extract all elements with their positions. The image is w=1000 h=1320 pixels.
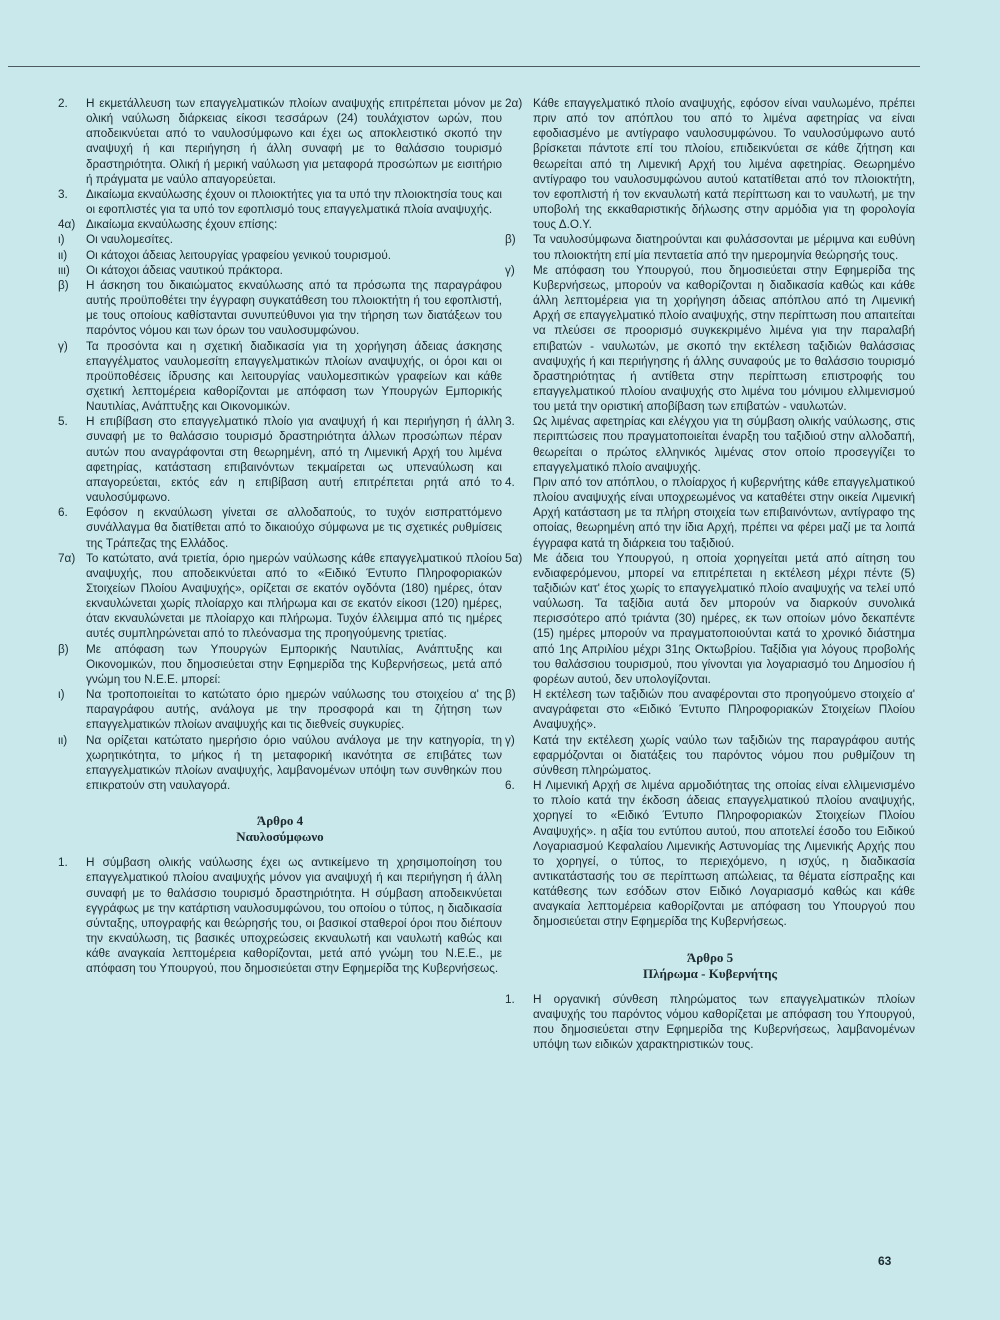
paragraph-text: Πριν από τον απόπλου, ο πλοίαρχος ή κυβερνήτης κάθε επαγγελματικού πλοίου αναψυχής είναι υποχρεωμένος να καταθέτει στην οικεία Λιμενική Αρχή κατάσταση με τα πλήρη στοιχεία των επιβαινόντων, αντίγραφο της οποίας, θεωρημένη από την ίδια Αρχή, πρέπει να φέρει μαζί με τα λοιπά έγγραφα κατά τη διάρκεια του ταξιδιού.	[533, 475, 915, 550]
paragraph-item	[58, 96, 502, 187]
paragraph-text: Με απόφαση των Υπουργών Εμπορικής Ναυτιλίας, Ανάπτυξης και Οικονομικών, που δημοσιεύεται στην Εφημερίδα της Κυβερνήσεως, μετά από γνώμη του Ν.Ε.Ε. μπορεί:	[86, 642, 502, 686]
paragraph-text: Τα ναυλοσύμφωνα διατηρούνται και φυλάσσονται με μέριμνα και ευθύνη του πλοιοκτήτη επί μία πενταετία από την ημερομηνία θεώρησής τους.	[533, 233, 915, 262]
paragraph-text: Η εκτέλεση των ταξιδιών που αναφέρονται στο προηγούμενο στοιχείο α' αναγράφεται στο «Ειδικό Έντυπο Πληροφοριακών Στοιχείων Πλοίου Αναψυχής».	[533, 688, 915, 732]
paragraph-item	[58, 248, 502, 263]
paragraph-text: Η εκμετάλλευση των επαγγελματικών πλοίων αναψυχής επιτρέπεται μόνον με ολική ναύλωση διάρκειας είκοσι τεσσάρων (24) τουλάχιστον ωρών, που αποδεικνύεται από το ναυλοσύμφωνο και έχει ως αποκλειστικό σκοπό την αναψυχή ή και περιήγηση ή άλλη συναφή με το θαλάσσιο τουρισμό δραστηριότητα. Ολική ή μερική ναύλωση για μεταφορά προσώπων με εισιτήριο ή πράγματα με ναύλο απαγορεύεται.	[86, 97, 502, 186]
paragraph-item	[58, 187, 502, 217]
paragraph-text: Το κατώτατο, ανά τριετία, όριο ημερών ναύλωσης κάθε επαγγελματικού πλοίου αναψυχής, που αποδεικνύεται από το «Ειδικό Έντυπο Πληροφοριακών Στοιχείων Πλοίου Αναψυχής», ορίζεται σε εκατόν ογδόντα (180) ημέρες, όταν εκναυλώνεται χωρίς πλοίαρχο και πλήρωμα και σε εκατόν είκοσι (120) ημέρες, όταν εκναυλώνεται με πλοίαρχο και πλήρωμα. Τυχόν έλλειμμα από τις ημέρες αυτές συμπληρώνεται από το πλεόνασμα της προηγούμενης τριετίας.	[86, 551, 502, 641]
paragraph-number: γ)	[505, 733, 515, 747]
paragraph-text: Με άδεια του Υπουργού, η οποία χορηγείται μετά από αίτηση του ενδιαφερόμενου, μπορεί να επιτρέπεται η εκτέλεση μέχρι πέντε (5) ταξιδιών κατ' έτος χωρίς το επαγγελματικό πλοίο αναψυχής να τελεί υπό ναύλωση. Τα ταξίδια αυτά δεν μπορούν να διαρκούν συνολικά περισσότερο από τριάντα (30) ημέρες, εκ των οποίων μόνο δεκαπέντε (15) ημέρες μπορούν να πραγματοποιούνται κατά το χρονικό διάστημα από 1ης Απριλίου μέχρι 31ης Οκτωβρίου. Ταξίδια για λόγους προβολής του θαλάσσιου τουρισμού, που γίνονται για λογαριασμό του Δημοσίου ή φορέων αυτού, δεν υπολογίζονται.	[533, 551, 915, 686]
paragraph-number: 6.	[58, 506, 68, 520]
article5-subtitle: Πλήρωμα - Κυβερνήτης	[642, 965, 778, 981]
article5-title: Άρθρο 5	[686, 949, 734, 965]
paragraph-text: Οι κάτοχοι άδειας λειτουργίας γραφείου γενικού τουρισμού.	[86, 248, 392, 262]
paragraph-item	[58, 339, 502, 415]
paragraph-number: 5α)	[505, 551, 523, 565]
paragraph-number: ιι)	[58, 248, 68, 262]
right-column	[505, 96, 915, 1052]
paragraph-text: Η άσκηση του δικαιώματος εκναύλωσης από τα πρόσωπα της παραγράφου αυτής προϋποθέτει την έγγραφη συγκατάθεση του πλοιοκτήτη ή του εφοπλιστή, με τους οποίους καθίστανται συνυπεύθυνοι για την τήρηση των διατάξεων του παρόντος νόμου και των όρων του ναυλοσυμφώνου.	[86, 278, 502, 338]
paragraph-item	[58, 232, 502, 247]
paragraph-number: 6.	[505, 779, 515, 793]
paragraph-text: Η Λιμενική Αρχή σε λιμένα αρμοδιότητας της οποίας είναι ελλιμενισμένο το πλοίο κατά την έκδοση άδειας επαγγελματικού πλοίου αναψυχής, χορηγεί το «Ειδικό Έντυπο Πληροφοριακών Στοιχείων Πλοίου Αναψυχής». η αξία του εντύπου αυτού, που αποτελεί έσοδο του Ειδικού Λογαριασμού Κεφαλαίου Λιμενικής Αστυνομίας της Λιμενικής Αρχής που το χορηγεί, ο τύπος, το περιεχόμενο, η ισχύς, η διαδικασία αντικατάστασής του σε περίπτωση απώλειας, τα θέματα είσπραξης και κατάθεσης των εσόδων στον Ειδικό Λογαριασμό καθώς και κάθε αναγκαία λεπτομέρεια καθορίζονται με απόφαση του Υπουργού που δημοσιεύεται στην Εφημερίδα της Κυβερνήσεως.	[533, 779, 915, 929]
paragraph-text: Ως λιμένας αφετηρίας και ελέγχου για τη σύμβαση ολικής ναύλωσης, στις περιπτώσεις που πραγματοποιείται έναρξη του ταξιδιού στην αλλοδαπή, θεωρείται ο πρώτος ελληνικός λιμένας στον οποίο προσεγγίζει το επαγγελματικό πλοίο αναψυχής.	[533, 415, 915, 474]
paragraph-text: Η σύμβαση ολικής ναύλωσης έχει ως αντικείμενο τη χρησιμοποίηση του επαγγελματικού πλοίου αναψυχής μόνον για αναψυχή ή και περιήγηση ή άλλη συναφή με το θαλάσσιο τουρισμό δραστηριότητα. Η σύμβαση αποδεικνύεται εγγράφως με την κατάρτιση ναυλοσυμφώνου, του οποίου ο τύπος, η διαδικασία σύνταξης, υπογραφής και θεώρησής του, οι βασικοί σταθεροί όροι που διέπουν την εκναύλωση, τις βασικές υποχρεώσεις εκναυλωτή και ναυλωτή καθώς και κάθε αναγκαία λεπτομέρεια καθορίζονται, μετά από γνώμη του Ν.Ε.Ε., με απόφαση του Υπουργού, που δημοσιεύεται στην Εφημερίδα της Κυβερνήσεως.	[86, 856, 502, 976]
paragraph-number: 4.	[505, 475, 515, 489]
paragraph-item	[58, 551, 502, 642]
paragraph-item	[505, 96, 915, 232]
paragraph-number: 2.	[58, 97, 68, 110]
article4-subtitle: Ναυλοσύμφωνο	[236, 829, 324, 845]
paragraph-number: β)	[58, 642, 69, 656]
paragraph-number: 3.	[505, 415, 515, 429]
paragraph-item	[505, 475, 915, 551]
paragraph-text: Δικαίωμα εκναύλωσης έχουν οι πλοιοκτήτες για τα υπό την πλοιοκτησία τους και οι εφοπλιστές για τα υπό τον εφοπλισμό τους επαγγελματικά πλοία αναψυχής.	[86, 187, 503, 217]
top-rule	[8, 66, 920, 67]
paragraph-number: ι)	[58, 233, 65, 247]
paragraph-text: Κάθε επαγγελματικό πλοίο αναψυχής, εφόσον είναι ναυλωμένο, πρέπει πριν από τον απόπλου του από το λιμένα αφετηρίας να είναι εφοδιασμένο με αντίγραφο ναυλοσυμφώνου. Το ναυλοσύμφωνο αυτό βρίσκεται πάντοτε επί του πλοίου, επιδεικνύεται σε κάθε ζήτηση και θεωρείται από τη Λιμενική Αρχή του λιμένα αφετηρίας. Θεωρημένο αντίγραφο του ναυλοσυμφώνου αυτού κατατίθεται από τον πλοιοκτήτη, τον εφοπλιστή ή τον εκναυλωτή κατά περίπτωση και το ναυλωτή, με την υποβολή της εκκαθαριστικής δήλωσης στην αρμόδια για τη φορολογία τους Δ.Ο.Υ.	[533, 97, 915, 232]
paragraph-text: Δικαίωμα εκναύλωσης έχουν επίσης:	[86, 218, 278, 232]
paragraph-item	[58, 414, 502, 505]
paragraph-text: Οι κάτοχοι άδειας ναυτικού πράκτορα.	[86, 263, 283, 277]
paragraph-item	[58, 217, 502, 232]
paragraph-number: 1.	[505, 992, 515, 1006]
article5-items	[505, 992, 915, 1053]
paragraph-text: Να ορίζεται κατώτατο ημερήσιο όριο ναύλου ανάλογα με την κατηγορία, τη χωρητικότητα, το μήκος ή τη μεταφορική ικανότητα σε επιβάτες των επαγγελματικών πλοίων αναψυχής, λαμβανομένων υπόψη των συνθηκών που επικρατούν στη ναυλαγορά.	[86, 733, 502, 793]
paragraph-text: Κατά την εκτέλεση χωρίς ναύλο των ταξιδιών της παραγράφου αυτής εφαρμόζονται οι διατάξεις του παρόντος νόμου που ρυθμίζουν τη σύνθεση πληρώματος.	[533, 733, 915, 777]
article4-title: Άρθρο 4	[256, 813, 304, 829]
paragraph-number: β)	[58, 278, 69, 292]
paragraph-item	[505, 687, 915, 732]
paragraph-item	[58, 642, 502, 687]
paragraph-number: 1.	[58, 856, 68, 870]
paragraph-number: γ)	[58, 339, 68, 353]
left-column	[58, 96, 502, 976]
paragraph-number: 2α)	[505, 97, 523, 110]
paragraph-number: γ)	[505, 263, 515, 277]
paragraph-text: Η οργανική σύνθεση πληρώματος των επαγγελματικών πλοίων αναψυχής του παρόντος νόμου καθορίζεται με απόφαση του Υπουργού, που δημοσιεύεται στην Εφημερίδα της Κυβερνήσεως, λαμβανομένων υπόψη των ειδικών χαρακτηριστικών τους.	[533, 992, 915, 1052]
paragraph-text: Η επιβίβαση στο επαγγελματικό πλοίο για αναψυχή ή και περιήγηση ή άλλη συναφή με το θαλάσσιο τουρισμό δραστηριότητα άλλων προσώπων πέραν αυτών που αναγράφονται στη θεωρημένη, από τη Λιμενική Αρχή του λιμένα αφετηρίας, κατάσταση επιβαινόντων τεκμαίρεται ως υπεναύλωση και απαγορεύεται, εκτός εάν η επιβίβαση αυτή επιτρέπεται ρητά από το ναυλοσύμφωνο.	[86, 415, 502, 505]
paragraph-item	[58, 263, 502, 278]
paragraph-number: 5.	[58, 415, 68, 429]
paragraph-item	[505, 778, 915, 930]
paragraph-item	[505, 551, 915, 687]
paragraph-number: 4α)	[58, 218, 76, 232]
paragraph-text: Οι ναυλομεσίτες.	[86, 233, 174, 247]
paragraph-number: β)	[505, 688, 516, 702]
left-items	[58, 96, 502, 793]
paragraph-item	[505, 263, 915, 415]
paragraph-number: 3.	[58, 187, 68, 201]
paragraph-item	[58, 733, 502, 794]
paragraph-item	[58, 855, 502, 976]
paragraph-text: Τα προσόντα και η σχετική διαδικασία για τη χορήγηση άδειας άσκησης επαγγέλματος ναυλομεσίτη επαγγελματικών πλοίων αναψυχής, οι όροι και οι προϋποθέσεις ίδρυσης και λειτουργίας ναυλομεσιτικών γραφείων και κάθε σχετική λεπτομέρεια καθορίζονται με απόφαση των Υπουργών Εμπορικής Ναυτιλίας, Ανάπτυξης και Οικονομικών.	[86, 339, 502, 414]
paragraph-number: ι)	[58, 688, 65, 702]
paragraph-number: ιι)	[58, 733, 68, 747]
right-items	[505, 96, 915, 930]
paragraph-item	[58, 687, 502, 732]
article4-items	[58, 855, 502, 976]
paragraph-item	[505, 414, 915, 475]
paragraph-number: β)	[505, 233, 516, 247]
paragraph-item	[505, 733, 915, 778]
paragraph-text: Με απόφαση του Υπουργού, που δημοσιεύεται στην Εφημερίδα της Κυβερνήσεως, μπορούν να καθορίζονται η διαδικασία καθώς και κάθε άλλη λεπτομέρεια για τη χορήγηση άδειας απόπλου από τη Λιμενική Αρχή σε επαγγελματικό πλοίο αναψυχής, στην περίπτωση που απαιτείται να πλεύσει σε προορισμό συγκεκριμένο λιμένα για την παραλαβή επιβατών - ναυλωτών, με σκοπό την εκτέλεση ταξιδιών θαλάσσιας αναψυχής ή και περιήγησης ή άλλης συναφούς με το θαλάσσιο τουρισμό δραστηριότητας ή αντίθετα στην περίπτωση επιστροφής του επαγγελματικού πλοίου αναψυχής στο λιμένα του μόνιμου ελλιμενισμού του μετά την οριστική αποβίβαση των επιβατών - ναυλωτών.	[533, 263, 915, 414]
paragraph-item	[58, 505, 502, 550]
paragraph-text: Εφόσον η εκναύλωση γίνεται σε αλλοδαπούς, το τυχόν εισπραττόμενο συνάλλαγμα θα διατίθεται από το δικαιούχο σύμφωνα με τις σχετικές ρυθμίσεις της Τράπεζας της Ελλάδος.	[86, 506, 502, 550]
paragraph-number: 7α)	[58, 551, 76, 565]
paragraph-number: ιιι)	[58, 263, 70, 277]
paragraph-item	[505, 232, 915, 262]
page-number: 63	[878, 1254, 892, 1268]
paragraph-item	[505, 992, 915, 1053]
paragraph-item	[58, 278, 502, 339]
paragraph-text: Να τροποποιείται το κατώτατο όριο ημερών ναύλωσης του στοιχείου α' της παραγράφου αυτής, ανάλογα με την προσφορά και τη ζήτηση των επαγγελματικών πλοίων αναψυχής και τις διεθνείς συγκυρίες.	[86, 688, 502, 732]
